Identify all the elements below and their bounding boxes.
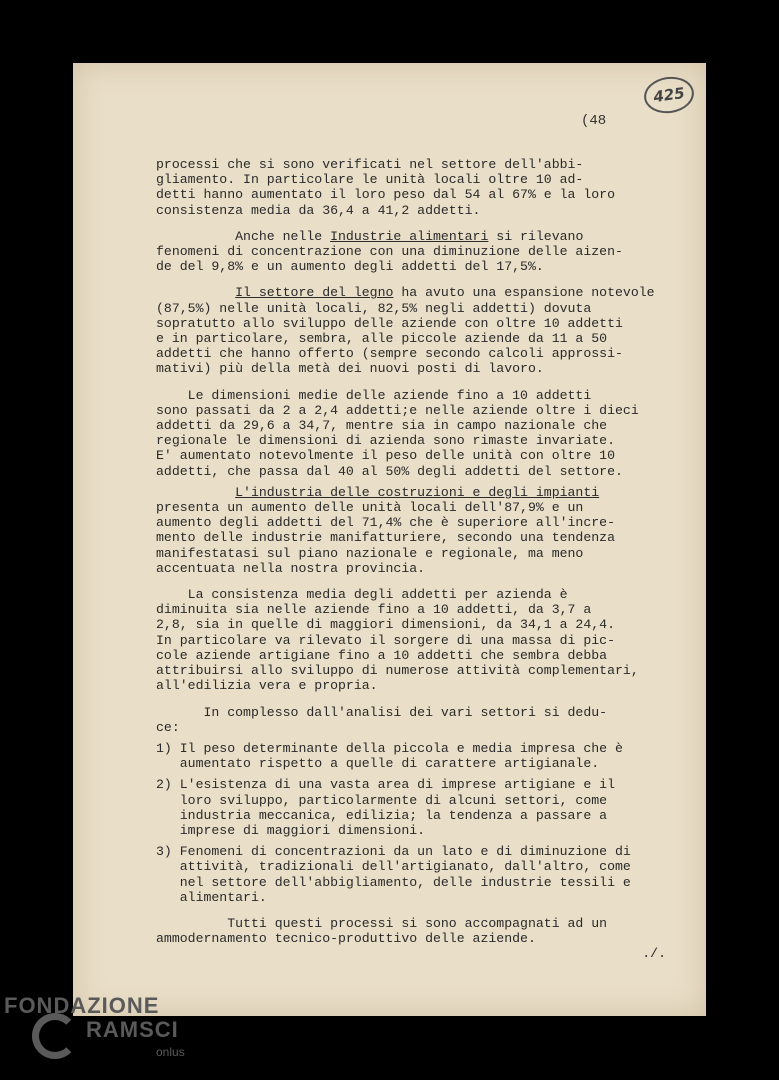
text-line: attività, tradizionali dell'artigianato, dall'altro, come: [156, 859, 631, 875]
logo-g-icon: [32, 1013, 78, 1059]
continuation-mark: ./.: [642, 946, 666, 962]
text-line: 1) Il peso determinante della piccola e media impresa che è: [156, 740, 623, 756]
text-line: Il settore del legno ha avuto una espansione notevole: [235, 285, 655, 301]
text-line: de del 9,8% e un aumento degli addetti del 17,5%.: [156, 259, 544, 275]
paragraph: [156, 388, 676, 479]
text-line: attribuirsi allo sviluppo di numerose attività complementari,: [156, 663, 639, 679]
logo-text-bottom: RAMSCI: [86, 1017, 179, 1042]
list-item: [156, 777, 676, 838]
list-item: [156, 741, 676, 771]
text-line: mento delle industrie manifatturiere, secondo una tendenza: [156, 530, 615, 546]
text-line: diminuita sia nelle aziende fino a 10 addetti, da 3,7 a: [156, 602, 592, 618]
section-heading: Il settore del legno: [235, 285, 394, 301]
text-line: consistenza media da 36,4 a 41,2 addetti.: [156, 202, 481, 218]
text-line: sopratutto allo sviluppo delle aziende con oltre 10 addetti: [156, 315, 623, 331]
text-line: 3) Fenomeni di concentrazioni da un lato e di diminuzione di: [156, 844, 631, 860]
text-line: accentuata nella nostra provincia.: [156, 560, 426, 576]
text-line: [156, 485, 676, 500]
text-line: all'edilizia vera e propria.: [156, 678, 378, 694]
text-line: presenta un aumento delle unità locali dell'87,9% e un: [156, 500, 584, 516]
text-line: alimentari.: [156, 889, 267, 905]
text-line: ammodernamento tecnico-produttivo delle aziende.: [156, 931, 536, 947]
text-line: addetti da 29,6 a 34,7, mentre sia in campo nazionale che: [156, 418, 608, 434]
text-line: aumentato rispetto a quelle di carattere artigianale.: [156, 756, 600, 772]
text-line: (87,5%) nelle unità locali, 82,5% negli addetti) dovuta: [156, 300, 592, 316]
text-line: ce:: [156, 719, 180, 735]
text-line: mativi) più della metà dei nuovi posti di lavoro.: [156, 361, 544, 377]
text-line: e in particolare, sembra, alle piccole aziende da 11 a 50: [156, 331, 608, 347]
text-line: nel settore dell'abbigliamento, delle industrie tessili e: [156, 874, 631, 890]
logo-text-top: FONDAZIONE: [4, 993, 160, 1018]
text-line: aumento degli addetti del 71,4% che è superiore all'incre-: [156, 515, 615, 531]
text-line: industria meccanica, edilizia; la tendenza a passare a: [156, 807, 608, 823]
text-line: loro sviluppo, particolarmente di alcuni settori, come: [156, 792, 608, 808]
document-body: [156, 157, 676, 962]
text-line: addetti, che passa dal 40 al 50% degli addetti del settore.: [156, 463, 623, 479]
text-line: imprese di maggiori dimensioni.: [156, 822, 426, 838]
text-line: 2,8, sia in quelle di maggiori dimensioni, da 34,1 a 24,4.: [156, 617, 615, 633]
text-line: 2) L'esistenza di una vasta area di imprese artigiane e il: [156, 777, 615, 793]
paragraph: [156, 285, 676, 376]
paragraph: [156, 705, 676, 735]
text-line: cole aziende artigiane fino a 10 addetti che sembra debba: [156, 647, 608, 663]
archive-stamp: 425: [642, 74, 697, 117]
paragraph: [156, 157, 676, 218]
text-line: regionale le dimensioni di azienda sono rimaste invariate.: [156, 433, 615, 449]
text-line: Le dimensioni medie delle aziende fino a 10 addetti: [156, 387, 592, 403]
section-heading: L'industria delle costruzioni e degli impianti: [235, 484, 600, 500]
text-line: processi che si sono verificati nel settore dell'abbi-: [156, 157, 584, 172]
list-item: [156, 844, 676, 905]
paragraph: [156, 229, 676, 275]
text-line: sono passati da 2 a 2,4 addetti;e nelle aziende oltre i dieci: [156, 402, 639, 418]
page-number: (48: [581, 113, 607, 129]
text-line: La consistenza media degli addetti per azienda è: [156, 587, 568, 603]
section-heading: Industrie alimentari: [330, 228, 489, 244]
text-line: detti hanno aumentato il loro peso dal 54 al 67% e la loro: [156, 187, 615, 203]
text-line: manifestatasi sul piano nazionale e regionale, ma meno: [156, 545, 584, 561]
text-line: Anche nelle Industrie alimentari si rilevano: [235, 228, 584, 244]
paragraph: [156, 916, 676, 946]
text-line: E' aumentato notevolmente il peso delle unità con oltre 10: [156, 448, 615, 464]
document-page: [73, 63, 706, 1016]
text-line: fenomeni di concentrazione con una diminuzione delle aizen-: [156, 244, 623, 260]
fondazione-gramsci-logo: [4, 993, 194, 1073]
logo-subtitle: onlus: [156, 1045, 185, 1059]
text-line: In complesso dall'analisi dei vari settori si dedu-: [156, 704, 608, 720]
text-line: In particolare va rilevato il sorgere di una massa di pic-: [156, 632, 615, 648]
paragraph: [156, 485, 676, 576]
paragraph: [156, 587, 676, 693]
text-line: addetti che hanno offerto (sempre secondo calcoli approssi-: [156, 346, 623, 362]
text-line: gliamento. In particolare le unità locali oltre 10 ad-: [156, 172, 584, 188]
text-line: Tutti questi processi si sono accompagnati ad un: [156, 915, 608, 931]
